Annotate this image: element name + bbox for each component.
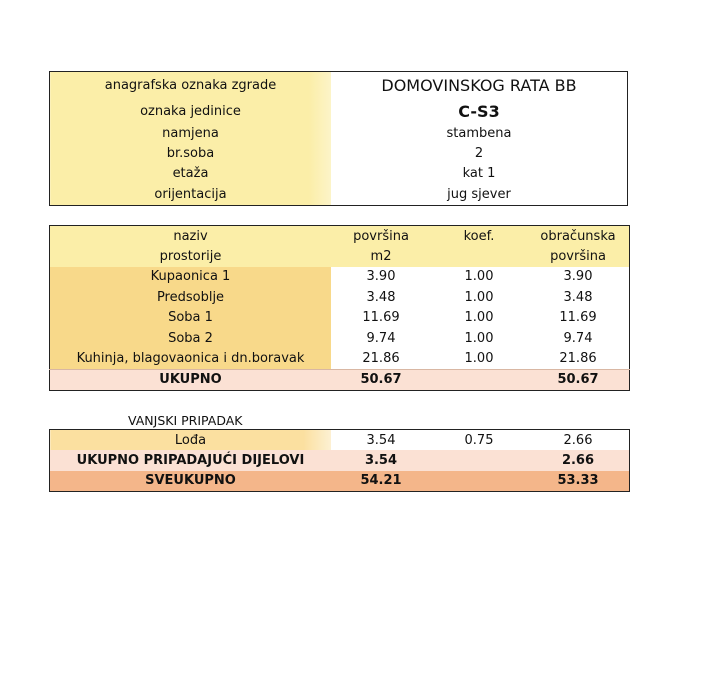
- room-name: Kuhinja, blagovaonica i dn.boravak: [50, 348, 332, 369]
- grandtotal-area: 54.21: [331, 471, 431, 492]
- table-row: [50, 430, 630, 451]
- subtotal-label: UKUPNO PRIPADAJUĆI DIJELOVI: [50, 450, 332, 470]
- rooms-header-row: [50, 246, 630, 266]
- room-name: Kupaonica 1: [50, 267, 332, 287]
- info-value: DOMOVINSKOG RATA BB: [331, 72, 628, 100]
- room-calc: 3.90: [527, 267, 630, 287]
- room-area: 3.48: [331, 287, 431, 307]
- table-row: [50, 287, 630, 307]
- rooms-total-row: [50, 369, 630, 390]
- info-label: br.soba: [50, 143, 332, 163]
- info-row-purpose: [50, 123, 628, 143]
- room-coef: 1.00: [431, 267, 527, 287]
- table-row: [50, 308, 630, 328]
- room-coef: 1.00: [431, 348, 527, 369]
- grandtotal-calc: 53.33: [527, 471, 630, 492]
- header-area: m2: [331, 246, 431, 266]
- subtotal-area: 3.54: [331, 450, 431, 470]
- room-calc: 3.48: [527, 287, 630, 307]
- header-coef: koef.: [431, 226, 527, 247]
- room-area: 21.86: [331, 348, 431, 369]
- outer-area: 3.54: [331, 430, 431, 451]
- info-row-unit: [50, 99, 628, 123]
- rooms-table: [49, 225, 630, 391]
- outer-table: [49, 429, 630, 492]
- header-name: naziv: [50, 226, 332, 247]
- room-area: 11.69: [331, 308, 431, 328]
- room-coef: 1.00: [431, 308, 527, 328]
- outer-calc: 2.66: [527, 430, 630, 451]
- header-coef-blank: [431, 246, 527, 266]
- room-calc: 21.86: [527, 348, 630, 369]
- room-calc: 11.69: [527, 308, 630, 328]
- info-value: stambena: [331, 123, 628, 143]
- grandtotal-coef-blank: [431, 471, 527, 492]
- room-name: Predsoblje: [50, 287, 332, 307]
- room-area: 3.90: [331, 267, 431, 287]
- total-calc: 50.67: [527, 369, 630, 390]
- info-value: jug sjever: [331, 184, 628, 205]
- table-row: [50, 328, 630, 348]
- total-area: 50.67: [331, 369, 431, 390]
- room-name: Soba 1: [50, 308, 332, 328]
- subtotal-coef-blank: [431, 450, 527, 470]
- room-area: 9.74: [331, 328, 431, 348]
- info-label: oznaka jedinice: [50, 99, 332, 123]
- info-label: etaža: [50, 164, 332, 184]
- info-row-orientation: [50, 184, 628, 205]
- unit-info-table: [49, 71, 628, 206]
- total-coef-blank: [431, 369, 527, 390]
- info-label: orijentacija: [50, 184, 332, 205]
- outer-section-title: VANJSKI PRIPADAK: [128, 413, 243, 428]
- info-row-rooms: [50, 143, 628, 163]
- header-name: prostorije: [50, 246, 332, 266]
- info-row-floor: [50, 164, 628, 184]
- info-label: namjena: [50, 123, 332, 143]
- outer-coef: 0.75: [431, 430, 527, 451]
- outer-name: Lođa: [50, 430, 332, 451]
- rooms-header-row: [50, 226, 630, 247]
- room-name: Soba 2: [50, 328, 332, 348]
- info-value: 2: [331, 143, 628, 163]
- table-row: [50, 348, 630, 369]
- subtotal-calc: 2.66: [527, 450, 630, 470]
- table-row: [50, 267, 630, 287]
- grandtotal-label: SVEUKUPNO: [50, 471, 332, 492]
- header-area: površina: [331, 226, 431, 247]
- room-coef: 1.00: [431, 328, 527, 348]
- grand-total-row: [50, 471, 630, 492]
- info-value: kat 1: [331, 164, 628, 184]
- outer-subtotal-row: [50, 450, 630, 470]
- room-calc: 9.74: [527, 328, 630, 348]
- header-calc: površina: [527, 246, 630, 266]
- info-label: anagrafska oznaka zgrade: [50, 72, 332, 100]
- info-value: C-S3: [331, 99, 628, 123]
- header-calc: obračunska: [527, 226, 630, 247]
- room-coef: 1.00: [431, 287, 527, 307]
- info-row-address: [50, 72, 628, 100]
- total-label: UKUPNO: [50, 369, 332, 390]
